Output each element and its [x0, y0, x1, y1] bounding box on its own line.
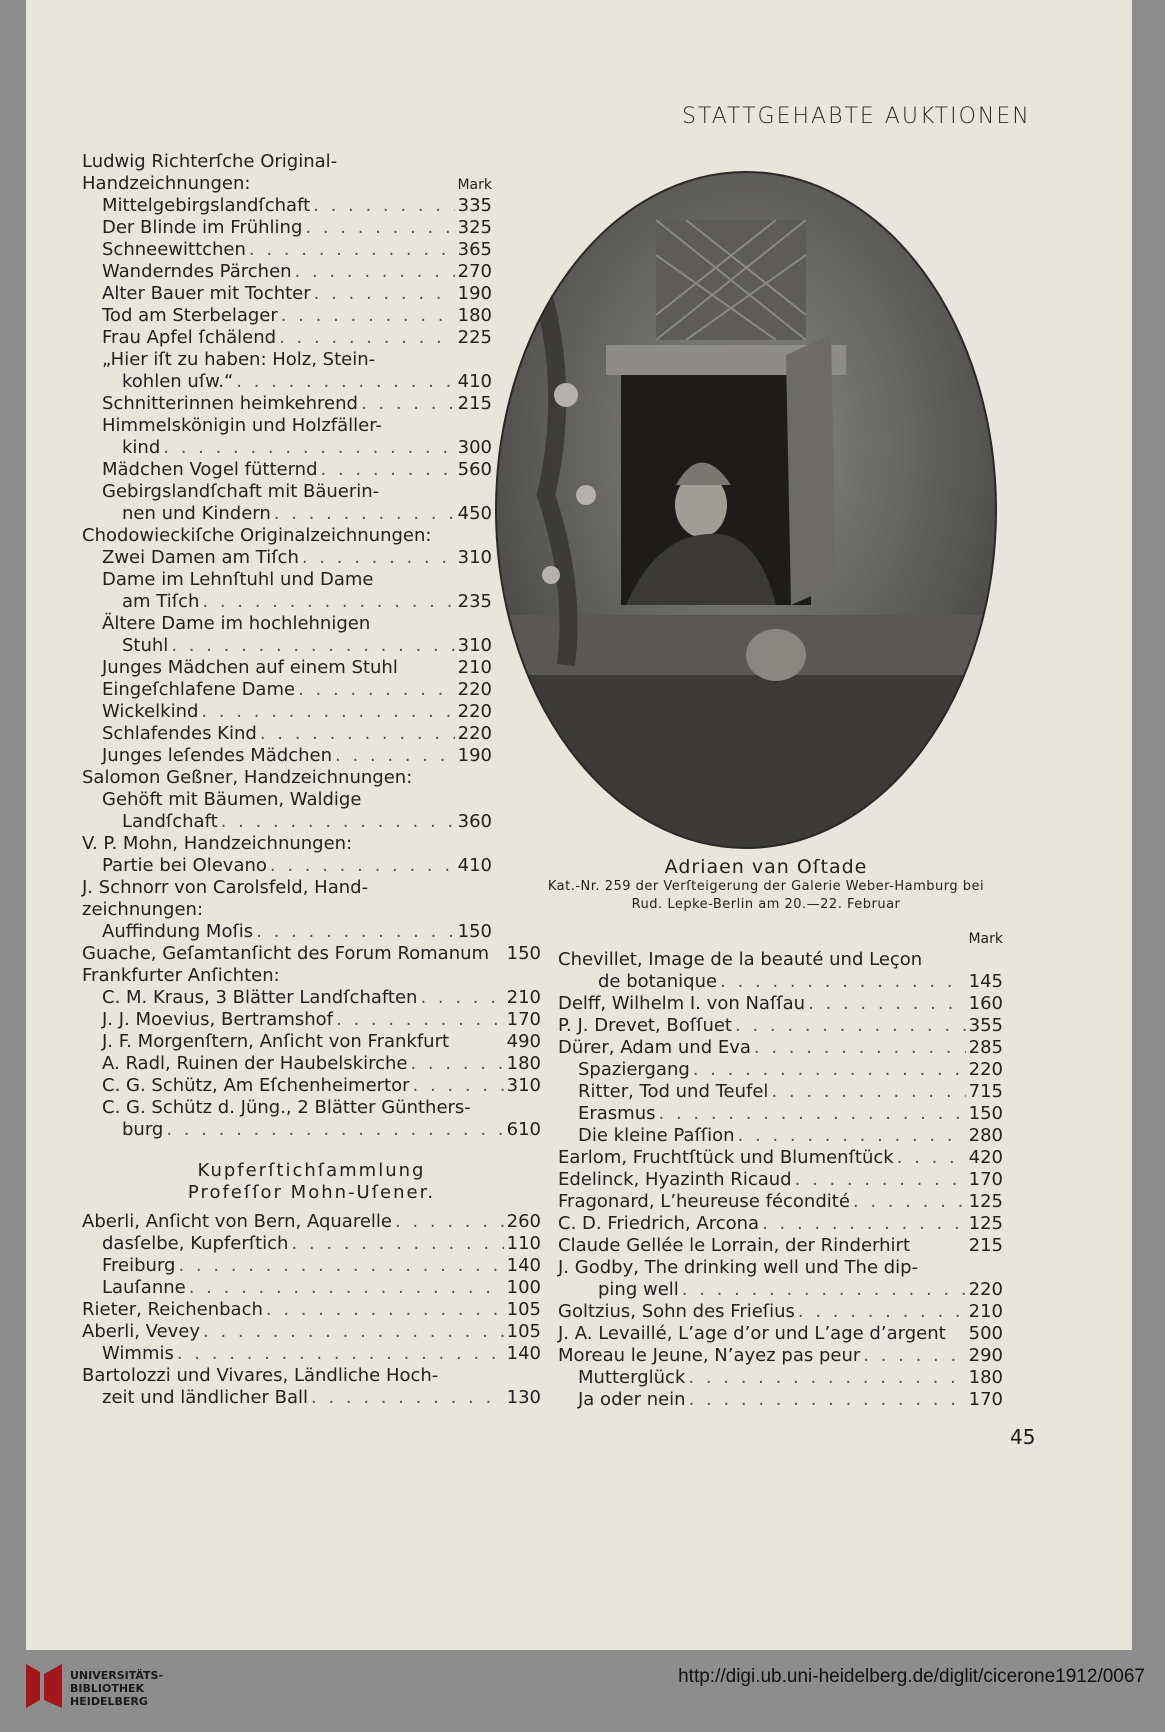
- leader-dots: [298, 679, 455, 701]
- entry-row: [82, 371, 492, 393]
- entry-row: [82, 437, 492, 459]
- left-column-c: [82, 1211, 541, 1409]
- leader-dots: [201, 701, 454, 723]
- leader-dots: [335, 745, 455, 767]
- entry-title: Ja oder nein: [578, 1389, 686, 1410]
- entry-price: 150: [506, 943, 541, 964]
- entry-title: Earlom, Fruchtſtück und Blumenſtück: [558, 1147, 894, 1168]
- leader-dots: [410, 1053, 503, 1075]
- entry-title: Mädchen Vogel fütternd: [102, 459, 318, 480]
- entry-row: [82, 1119, 541, 1141]
- entry-row: [558, 1323, 1003, 1345]
- entry-title: Aberli, Anſicht von Bern, Aquarelle: [82, 1211, 392, 1232]
- entry-price: 410: [457, 371, 492, 392]
- entry-row: [558, 1103, 1003, 1125]
- entry-title: Der Blinde im Frühling: [102, 217, 303, 238]
- entry-row: [82, 217, 492, 239]
- illustration-caption: [496, 856, 1036, 914]
- entry-title: zeit und ländlicher Ball: [102, 1387, 309, 1408]
- entry-title: Stuhl: [122, 635, 169, 656]
- entry-title: kind: [122, 437, 161, 458]
- entry-title: J. A. Levaillé, L’age d’or und L’age d’argent: [558, 1323, 946, 1344]
- entry-row: [82, 965, 541, 987]
- entry-price: 280: [968, 1125, 1003, 1146]
- entry-row: [82, 723, 492, 745]
- entry-row: [82, 525, 492, 547]
- entry-title: Wickelkind: [102, 701, 199, 722]
- entry-row: [82, 195, 492, 217]
- entry-row: [558, 1037, 1003, 1059]
- entry-title: Chevillet, Image de la beauté und Leçon: [558, 949, 923, 970]
- leader-dots: [853, 1191, 966, 1213]
- entry-price: 125: [968, 1191, 1003, 1212]
- entry-row: [82, 1299, 541, 1321]
- entry-title: Schnitterinnen heimkehrend: [102, 393, 358, 414]
- leader-dots: [659, 1103, 966, 1125]
- entry-row: [82, 1097, 541, 1119]
- right-column: [558, 927, 1003, 1411]
- entry-price: 215: [968, 1235, 1003, 1256]
- entry-row: [82, 1365, 541, 1387]
- entry-title: Salomon Geßner, Handzeichnungen:: [82, 767, 413, 788]
- leader-dots: [249, 239, 455, 261]
- leader-dots: [221, 811, 455, 833]
- leader-dots: [171, 635, 454, 657]
- leader-dots: [178, 1255, 503, 1277]
- entry-title: dasſelbe, Kupferſtich: [102, 1233, 289, 1254]
- entry-row: [82, 503, 492, 525]
- entry-title: Bartolozzi und Vivares, Ländliche Hoch-: [82, 1365, 439, 1386]
- entry-row: [82, 1277, 541, 1299]
- entry-row: [558, 993, 1003, 1015]
- entry-price: 220: [457, 679, 492, 700]
- entry-title: Eingeſchlafene Dame: [102, 679, 296, 700]
- entry-row: [558, 1059, 1003, 1081]
- entry-price: 335: [457, 195, 492, 216]
- entry-price: 145: [968, 971, 1003, 992]
- entry-price: 325: [457, 217, 492, 238]
- leader-dots: [295, 261, 455, 283]
- entry-title: Alter Bauer mit Tochter: [102, 283, 311, 304]
- entry-row: [558, 1389, 1003, 1411]
- entry-row: [558, 1235, 1003, 1257]
- entry-row: [82, 1387, 541, 1409]
- entry-row: [82, 635, 492, 657]
- entry-price: 190: [457, 745, 492, 766]
- entry-row: [558, 1345, 1003, 1367]
- leader-dots: [260, 723, 455, 745]
- leader-dots: [720, 971, 966, 993]
- leader-dots: [693, 1059, 966, 1081]
- entry-price: 190: [457, 283, 492, 304]
- entry-price: 150: [457, 921, 492, 942]
- leader-dots: [738, 1125, 966, 1147]
- entry-row: [82, 767, 492, 789]
- entry-row: [82, 305, 492, 327]
- entry-title: Guache, Geſamtanſicht des Forum Romanum: [82, 943, 490, 964]
- entry-price: 100: [506, 1277, 541, 1298]
- entry-row: [82, 1009, 541, 1031]
- entry-title: Ritter, Tod und Teufel: [578, 1081, 769, 1102]
- entry-row: [82, 613, 492, 635]
- entry-row: [82, 811, 492, 833]
- library-name-line-1: UNIVERSITÄTS-: [70, 1669, 164, 1682]
- entry-row: [82, 547, 492, 569]
- entry-price: 160: [968, 993, 1003, 1014]
- entry-price: 420: [968, 1147, 1003, 1168]
- entry-row: [82, 1233, 541, 1255]
- entry-price: 270: [457, 261, 492, 282]
- entry-row: [82, 1343, 541, 1365]
- entry-price: 500: [968, 1323, 1003, 1344]
- entry-price: 170: [506, 1009, 541, 1030]
- leader-dots: [281, 305, 455, 327]
- entry-title: Dürer, Adam und Eva: [558, 1037, 751, 1058]
- entry-title: Schneewittchen: [102, 239, 246, 260]
- entry-title: nen und Kindern: [122, 503, 271, 524]
- entry-row: [82, 327, 492, 349]
- entry-title: Gebirgslandſchaft mit Bäuerin-: [102, 481, 380, 502]
- entry-price: 140: [506, 1343, 541, 1364]
- entry-title: am Tiſch: [122, 591, 200, 612]
- entry-row: [558, 1301, 1003, 1323]
- entry-title: Ältere Dame im hochlehnigen: [102, 613, 371, 634]
- entry-row: [82, 151, 492, 173]
- caption-auction: Rud. Lepke-Berlin am 20.—22. Februar: [631, 897, 901, 912]
- entry-title: Rieter, Reichenbach: [82, 1299, 263, 1320]
- leader-dots: [177, 1343, 504, 1365]
- entry-row: [558, 1081, 1003, 1103]
- entry-title: C. D. Friedrich, Arcona: [558, 1213, 760, 1234]
- entry-title: Schlafendes Kind: [102, 723, 257, 744]
- leader-dots: [795, 1169, 966, 1191]
- entry-title: Auffindung Moſis: [102, 921, 254, 942]
- entry-title: de botanique: [598, 971, 718, 992]
- entry-title: A. Radl, Ruinen der Haubelskirche: [102, 1053, 408, 1074]
- leader-dots: [321, 459, 455, 481]
- entry-price: 170: [968, 1169, 1003, 1190]
- entry-title: Spaziergang: [578, 1059, 690, 1080]
- entry-price: 210: [457, 657, 492, 678]
- kupferstich-title-1: Kupferſtichſammlung: [197, 1160, 426, 1181]
- kupferstich-title-2: Profeſſor Mohn-Uſener.: [187, 1182, 436, 1203]
- entry-row: [82, 173, 492, 195]
- leader-dots: [291, 1233, 503, 1255]
- leader-dots: [166, 1119, 503, 1141]
- entry-row: [82, 943, 541, 965]
- entry-row: [82, 789, 492, 811]
- entry-row: [558, 927, 1003, 949]
- entry-row: [82, 701, 492, 723]
- entry-title: Dame im Lehnſtuhl und Dame: [102, 569, 374, 590]
- entry-title: Freiburg: [102, 1255, 176, 1276]
- entry-price: 290: [968, 1345, 1003, 1366]
- entry-row: [82, 349, 492, 371]
- entry-row: [558, 971, 1003, 993]
- leader-dots: [202, 591, 454, 613]
- caption-catalog: Kat.-Nr. 259 der Verſteigerung der Galerie Weber-Hamburg bei: [547, 879, 985, 894]
- entry-row: [82, 393, 492, 415]
- entry-price: 220: [968, 1279, 1003, 1300]
- entry-title: Moreau le Jeune, N’ayez pas peur: [558, 1345, 861, 1366]
- entry-row: [82, 657, 492, 679]
- entry-row: [82, 877, 492, 899]
- leader-dots: [314, 283, 455, 305]
- entry-row: [82, 459, 492, 481]
- entry-price: 170: [968, 1389, 1003, 1410]
- entry-title: Fragonard, L’heureuse fécondité: [558, 1191, 850, 1212]
- entry-row: [82, 1053, 541, 1075]
- leader-dots: [682, 1279, 966, 1301]
- entry-price: 300: [457, 437, 492, 458]
- entry-title: Mittelgebirgslandſchaft: [102, 195, 311, 216]
- entry-price: 180: [457, 305, 492, 326]
- university-library-logo-icon: [26, 1660, 62, 1712]
- entry-title: Frau Apfel ſchälend: [102, 327, 277, 348]
- leader-dots: [256, 921, 454, 943]
- leader-dots: [336, 1009, 504, 1031]
- running-head: STATTGEHABTE AUKTIONEN: [682, 104, 1031, 129]
- leader-dots: [413, 1075, 504, 1097]
- entry-row: [558, 1147, 1003, 1169]
- entry-row: [82, 987, 541, 1009]
- entry-price: 610: [506, 1119, 541, 1140]
- entry-title: burg: [122, 1119, 164, 1140]
- entry-price: 355: [968, 1015, 1003, 1036]
- entry-title: Handzeichnungen:: [82, 173, 251, 194]
- entry-row: [82, 1211, 541, 1233]
- entry-row: [82, 1255, 541, 1277]
- entry-row: [82, 569, 492, 591]
- left-column-b: [82, 943, 541, 1141]
- entry-price: 285: [968, 1037, 1003, 1058]
- leader-dots: [897, 1147, 966, 1169]
- entry-price: 180: [506, 1053, 541, 1074]
- entry-price: 105: [506, 1299, 541, 1320]
- entry-price: 490: [506, 1031, 541, 1052]
- entry-title: Ludwig Richterſche Original-: [82, 151, 338, 172]
- entry-row: [82, 745, 492, 767]
- entry-row: [558, 1125, 1003, 1147]
- entry-title: Partie bei Olevano: [102, 855, 267, 876]
- permalink-url[interactable]: http://digi.ub.uni-heidelberg.de/diglit/cicerone1912/0067: [678, 1666, 1145, 1687]
- entry-row: [82, 239, 492, 261]
- entry-price: 140: [506, 1255, 541, 1276]
- entry-title: J. J. Moevius, Bertramshof: [102, 1009, 333, 1030]
- entry-price: 450: [457, 503, 492, 524]
- leader-dots: [270, 855, 455, 877]
- caption-artist: Adriaen van Oſtade: [664, 856, 868, 878]
- entry-price: 560: [457, 459, 492, 480]
- library-name-line-2: BIBLIOTHEK: [70, 1682, 145, 1695]
- entry-price: 365: [457, 239, 492, 260]
- leader-dots: [279, 327, 455, 349]
- entry-title: Mutterglück: [578, 1367, 686, 1388]
- kupferstich-heading: [82, 1160, 541, 1204]
- leader-dots: [689, 1389, 966, 1411]
- entry-title: kohlen uſw.“: [122, 371, 234, 392]
- entry-title: Frankfurter Anſichten:: [82, 965, 280, 986]
- entry-title: Wanderndes Pärchen: [102, 261, 292, 282]
- entry-row: [82, 921, 492, 943]
- entry-price: 210: [968, 1301, 1003, 1322]
- entry-price: 235: [457, 591, 492, 612]
- leader-dots: [863, 1345, 965, 1367]
- oval-engraving-illustration: [486, 165, 1006, 865]
- entry-title: zeichnungen:: [82, 899, 204, 920]
- entry-price: 715: [968, 1081, 1003, 1102]
- leader-dots: [274, 503, 455, 525]
- leader-dots: [302, 547, 455, 569]
- entry-title: P. J. Drevet, Boſſuet: [558, 1015, 732, 1036]
- leader-dots: [798, 1301, 966, 1323]
- leader-dots: [311, 1387, 504, 1409]
- entry-row: [558, 1213, 1003, 1235]
- entry-row: [558, 1257, 1003, 1279]
- entry-price: 360: [457, 811, 492, 832]
- viewer-footer: [0, 1650, 1165, 1732]
- leader-dots: [203, 1321, 504, 1343]
- entry-row: [82, 591, 492, 613]
- entry-row: [558, 1367, 1003, 1389]
- currency-label: Mark: [968, 931, 1003, 947]
- entry-price: 130: [506, 1387, 541, 1408]
- entry-title: Aberli, Vevey: [82, 1321, 201, 1342]
- entry-price: 260: [506, 1211, 541, 1232]
- entry-title: Die kleine Paſſion: [578, 1125, 735, 1146]
- entry-price: 310: [457, 547, 492, 568]
- currency-label: Mark: [457, 177, 492, 193]
- entry-row: [82, 855, 492, 877]
- entry-row: [558, 949, 1003, 971]
- entry-price: 125: [968, 1213, 1003, 1234]
- entry-title: Zwei Damen am Tiſch: [102, 547, 299, 568]
- entry-price: 180: [968, 1367, 1003, 1388]
- entry-title: Junges Mädchen auf einem Stuhl: [102, 657, 398, 678]
- leader-dots: [305, 217, 454, 239]
- entry-price: 220: [968, 1059, 1003, 1080]
- entry-title: Gehöft mit Bäumen, Waldige: [102, 789, 362, 810]
- leader-dots: [189, 1277, 504, 1299]
- entry-title: „Hier iſt zu haben: Holz, Stein-: [102, 349, 376, 370]
- entry-price: 150: [968, 1103, 1003, 1124]
- entry-row: [82, 283, 492, 305]
- entry-price: 220: [457, 723, 492, 744]
- entry-title: Wimmis: [102, 1343, 174, 1364]
- entry-title: V. P. Mohn, Handzeichnungen:: [82, 833, 353, 854]
- entry-price: 410: [457, 855, 492, 876]
- leader-dots: [420, 987, 503, 1009]
- leader-dots: [313, 195, 454, 217]
- entry-title: Tod am Sterbelager: [102, 305, 278, 326]
- entry-price: 225: [457, 327, 492, 348]
- page-number: 45: [1010, 1425, 1036, 1449]
- entry-title: Edelinck, Hyazinth Ricaud: [558, 1169, 792, 1190]
- entry-title: Claude Gellée le Lorrain, der Rinderhirt: [558, 1235, 911, 1256]
- entry-title: Landſchaft: [122, 811, 218, 832]
- entry-row: [82, 1075, 541, 1097]
- entry-title: Delff, Wilhelm I. von Naſſau: [558, 993, 806, 1014]
- entry-price: 220: [457, 701, 492, 722]
- entry-price: 105: [506, 1321, 541, 1342]
- entry-title: J. F. Morgenſtern, Anſicht von Frankfurt: [102, 1031, 450, 1052]
- entry-row: [82, 1321, 541, 1343]
- entry-title: Himmelskönigin und Holzfäller-: [102, 415, 382, 436]
- entry-title: Junges leſendes Mädchen: [102, 745, 332, 766]
- entry-title: Goltzius, Sohn des Frieſius: [558, 1301, 795, 1322]
- entry-row: [82, 1031, 541, 1053]
- entry-row: [558, 1279, 1003, 1301]
- entry-title: ping well: [598, 1279, 679, 1300]
- entry-row: [82, 481, 492, 503]
- entry-row: [82, 261, 492, 283]
- leader-dots: [266, 1299, 504, 1321]
- entry-row: [82, 679, 492, 701]
- leader-dots: [163, 437, 454, 459]
- leader-dots: [762, 1213, 966, 1235]
- entry-title: Lauſanne: [102, 1277, 186, 1298]
- entry-title: C. G. Schütz, Am Eſchenheimertor: [102, 1075, 410, 1096]
- entry-row: [82, 833, 492, 855]
- entry-row: [558, 1169, 1003, 1191]
- entry-price: 215: [457, 393, 492, 414]
- leader-dots: [735, 1015, 966, 1037]
- entry-price: 210: [506, 987, 541, 1008]
- entry-row: [558, 1015, 1003, 1037]
- left-column-a: [82, 151, 492, 943]
- entry-row: [82, 415, 492, 437]
- entry-title: C. G. Schütz d. Jüng., 2 Blätter Günthers-: [102, 1097, 471, 1118]
- document-page: [26, 0, 1132, 1650]
- entry-title: J. Schnorr von Carolsfeld, Hand-: [82, 877, 369, 898]
- entry-price: 110: [506, 1233, 541, 1254]
- entry-price: 310: [457, 635, 492, 656]
- leader-dots: [361, 393, 455, 415]
- library-name-line-3: HEIDELBERG: [70, 1695, 148, 1708]
- leader-dots: [754, 1037, 966, 1059]
- entry-title: Chodowieckiſche Originalzeichnungen:: [82, 525, 432, 546]
- entry-row: [82, 899, 492, 921]
- leader-dots: [688, 1367, 965, 1389]
- leader-dots: [236, 371, 454, 393]
- leader-dots: [808, 993, 966, 1015]
- entry-title: J. Godby, The drinking well und The dip-: [558, 1257, 919, 1278]
- library-name: [70, 1669, 163, 1708]
- entry-price: 310: [506, 1075, 541, 1096]
- leader-dots: [395, 1211, 504, 1233]
- entry-title: C. M. Kraus, 3 Blätter Landſchaften: [102, 987, 418, 1008]
- entry-row: [558, 1191, 1003, 1213]
- leader-dots: [771, 1081, 965, 1103]
- entry-title: Erasmus: [578, 1103, 656, 1124]
